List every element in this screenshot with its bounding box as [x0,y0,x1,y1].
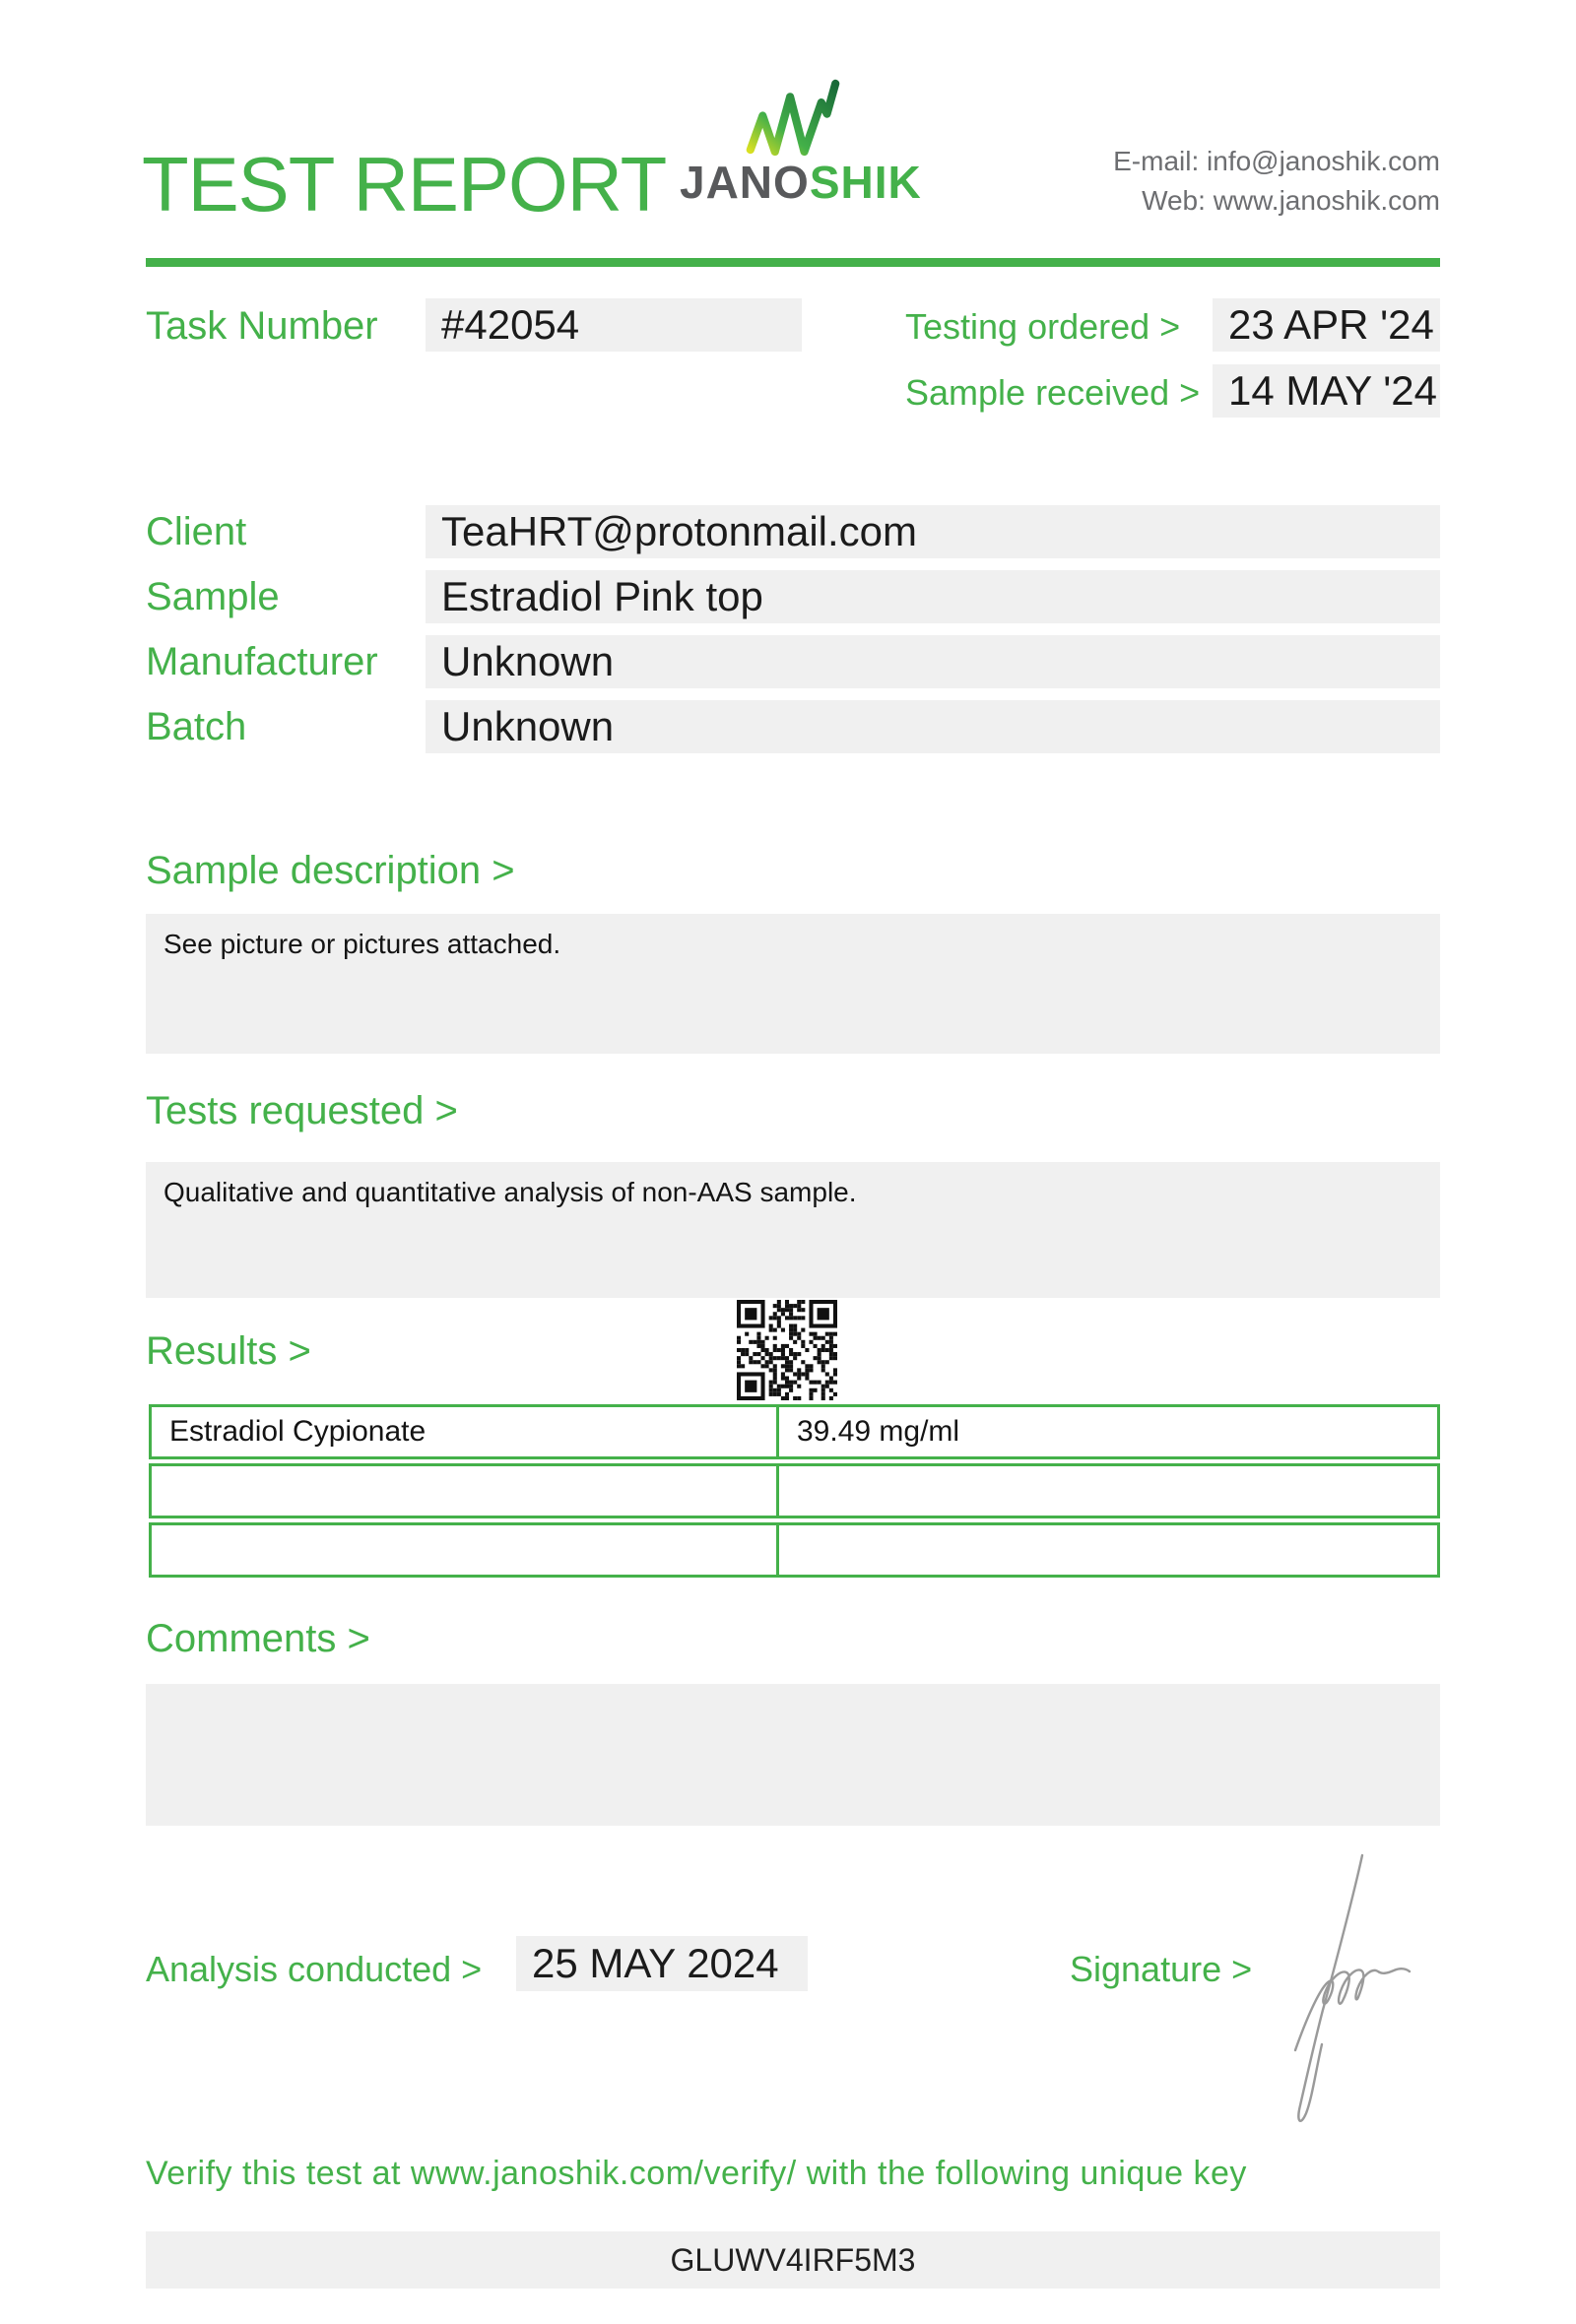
sample-received-label: Sample received > [905,372,1201,413]
janoshik-logo [680,75,922,208]
logo-shik-text: SHIK [809,157,922,208]
logo-wordmark [680,157,922,208]
contact-block [1113,142,1440,221]
client-value: TeaHRT@protonmail.com [441,508,918,554]
table-row [149,1404,1440,1459]
manufacturer-value: Unknown [441,638,615,684]
client-label: Client [146,510,247,553]
chart-growth-icon [746,75,840,158]
result-analyte-cell [149,1463,779,1518]
result-value-cell [779,1463,1440,1518]
analysis-date-box [516,1936,808,1991]
logo-jano-text: JANO [680,157,810,208]
sample-received-box [1213,364,1440,418]
testing-ordered-label: Testing ordered > [905,306,1181,347]
table-row [149,1463,1440,1518]
comments-heading: Comments > [146,1617,370,1660]
manufacturer-label: Manufacturer [146,640,378,683]
tests-requested-text: Qualitative and quantitative analysis of non-AAS sample. [164,1177,857,1207]
task-number-box [426,298,802,352]
results-heading: Results > [146,1329,311,1373]
comments-text [146,1684,1440,1711]
tests-requested-box [146,1162,1440,1298]
sample-description-box [146,914,1440,1054]
detail-row-sample [146,570,1440,623]
testing-ordered-value: 23 APR '24 [1228,301,1434,348]
detail-row-client [146,505,1440,558]
results-table [149,1404,1440,1582]
sample-box [426,570,1440,623]
header-divider [146,258,1440,267]
sample-label: Sample [146,575,280,618]
batch-box [426,700,1440,753]
comments-box [146,1684,1440,1826]
sample-description-text: See picture or pictures attached. [164,929,561,959]
verify-key-value: GLUWV4IRF5M3 [670,2242,916,2278]
sample-description-heading: Sample description > [146,849,515,892]
verify-key-box [146,2231,1440,2289]
detail-row-batch [146,700,1440,753]
manufacturer-box [426,635,1440,688]
sample-received-value: 14 MAY '24 [1228,367,1437,414]
batch-value: Unknown [441,703,615,749]
batch-label: Batch [146,705,247,748]
task-number-label: Task Number [146,304,378,348]
contact-email: E-mail: info@janoshik.com [1113,146,1440,176]
verify-instruction: Verify this test at www.janoshik.com/verify/ with the following unique key [146,2155,1247,2192]
contact-web: Web: www.janoshik.com [1142,185,1440,216]
detail-row-manufacturer [146,635,1440,688]
result-value-cell: 39.49 mg/ml [779,1404,1440,1459]
table-row [149,1522,1440,1578]
testing-ordered-box [1213,298,1440,352]
analysis-date-value: 25 MAY 2024 [532,1940,779,1986]
qr-code [737,1300,837,1400]
sample-value: Estradiol Pink top [441,573,763,619]
tests-requested-heading: Tests requested > [146,1089,458,1132]
client-box [426,505,1440,558]
page-title: TEST REPORT [142,141,667,227]
result-analyte-cell: Estradiol Cypionate [149,1404,779,1459]
signature-label: Signature > [1070,1949,1253,1989]
result-analyte-cell [149,1522,779,1578]
task-number-value: #42054 [441,301,580,348]
analysis-conducted-label: Analysis conducted > [146,1949,483,1989]
result-value-cell [779,1522,1440,1578]
signature-scribble [1276,1847,1438,2138]
